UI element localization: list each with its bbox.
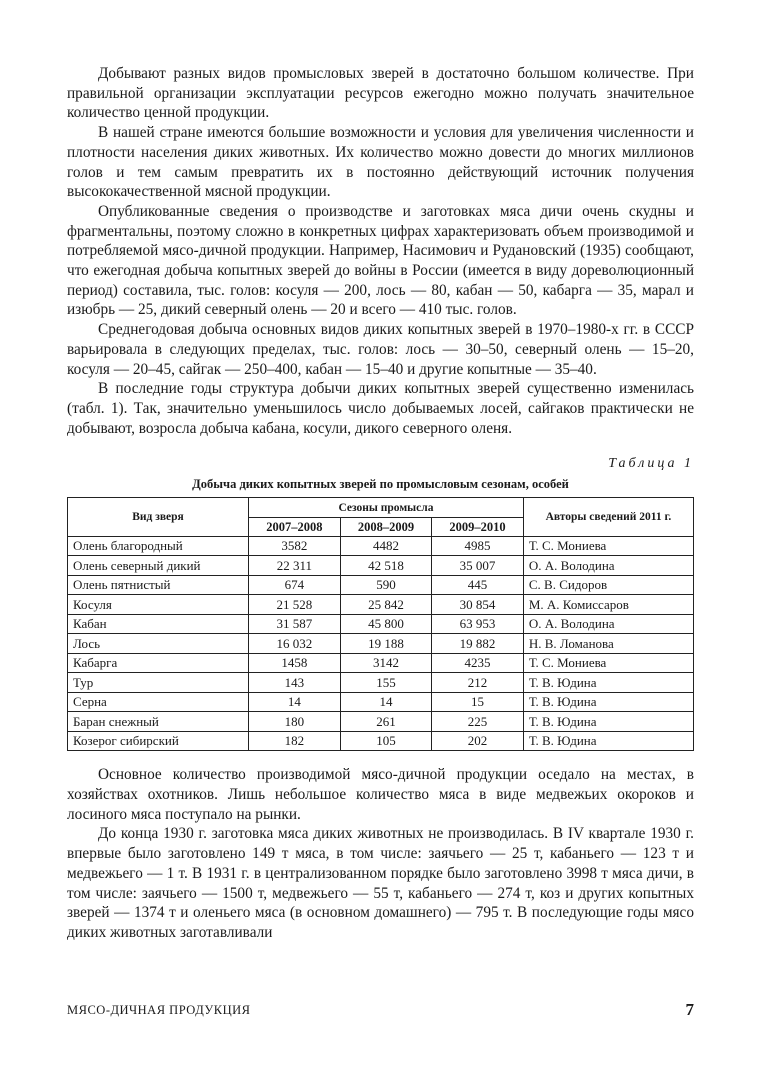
header-authors: Авторы сведений 2011 г. bbox=[523, 498, 693, 537]
author-cell: О. А. Володина bbox=[523, 556, 693, 576]
value-cell: 4235 bbox=[432, 653, 524, 673]
value-cell: 1458 bbox=[249, 653, 341, 673]
value-cell: 42 518 bbox=[340, 556, 432, 576]
value-cell: 45 800 bbox=[340, 614, 432, 634]
species-cell: Кабарга bbox=[68, 653, 249, 673]
species-cell: Тур bbox=[68, 673, 249, 693]
table-label: Таблица 1 bbox=[608, 456, 694, 472]
header-seasons: Сезоны промысла bbox=[249, 498, 524, 518]
table-row bbox=[68, 673, 694, 693]
value-cell: 590 bbox=[340, 575, 432, 595]
value-cell: 155 bbox=[340, 673, 432, 693]
paragraph: В последние годы структура добычи диких копытных зверей существенно изменилась (табл. 1). Так, значительно уменьшилось число добываемых лосей, сайгаков практически не добывают, возросла добыча кабана, косули, дикого северного оленя. bbox=[67, 380, 694, 437]
author-cell: М. А. Комиссаров bbox=[523, 595, 693, 615]
header-year: 2009–2010 bbox=[432, 517, 524, 536]
author-cell: Н. В. Ломанова bbox=[523, 634, 693, 654]
value-cell: 22 311 bbox=[249, 556, 341, 576]
value-cell: 63 953 bbox=[432, 614, 524, 634]
value-cell: 182 bbox=[249, 731, 341, 751]
header-year: 2008–2009 bbox=[340, 517, 432, 536]
value-cell: 225 bbox=[432, 712, 524, 732]
page-footer bbox=[67, 1001, 694, 1021]
species-cell: Лось bbox=[68, 634, 249, 654]
header-species: Вид зверя bbox=[68, 498, 249, 537]
table-row bbox=[68, 614, 694, 634]
value-cell: 143 bbox=[249, 673, 341, 693]
species-cell: Козерог сибирский bbox=[68, 731, 249, 751]
header-year: 2007–2008 bbox=[249, 517, 341, 536]
value-cell: 14 bbox=[340, 692, 432, 712]
author-cell: С. В. Сидоров bbox=[523, 575, 693, 595]
table-row bbox=[68, 653, 694, 673]
species-cell: Олень благородный bbox=[68, 536, 249, 556]
author-cell: Т. С. Мониева bbox=[523, 536, 693, 556]
value-cell: 19 188 bbox=[340, 634, 432, 654]
value-cell: 4985 bbox=[432, 536, 524, 556]
author-cell: Т. С. Мониева bbox=[523, 653, 693, 673]
after-table-text bbox=[67, 765, 694, 942]
value-cell: 674 bbox=[249, 575, 341, 595]
species-cell: Олень северный дикий bbox=[68, 556, 249, 576]
species-cell: Серна bbox=[68, 692, 249, 712]
harvest-table bbox=[67, 497, 694, 751]
table-row bbox=[68, 595, 694, 615]
value-cell: 21 528 bbox=[249, 595, 341, 615]
value-cell: 15 bbox=[432, 692, 524, 712]
value-cell: 35 007 bbox=[432, 556, 524, 576]
species-cell: Олень пятнистый bbox=[68, 575, 249, 595]
value-cell: 180 bbox=[249, 712, 341, 732]
author-cell: Т. В. Юдина bbox=[523, 673, 693, 693]
species-cell: Баран снежный bbox=[68, 712, 249, 732]
author-cell: О. А. Володина bbox=[523, 614, 693, 634]
value-cell: 31 587 bbox=[249, 614, 341, 634]
page-number: 7 bbox=[685, 1000, 694, 1019]
table-row bbox=[68, 575, 694, 595]
value-cell: 212 bbox=[432, 673, 524, 693]
value-cell: 261 bbox=[340, 712, 432, 732]
table-row bbox=[68, 634, 694, 654]
value-cell: 16 032 bbox=[249, 634, 341, 654]
paragraph: Опубликованные сведения о производстве и заготовках мяса дичи очень скудны и фрагментальны, поэтому сложно в конкретных цифрах характеризовать объем производимой и потребляемой мясо-дичной продукции. Например, Насимович и Рудановский (1935) сообщают, что ежегодная добыча копытных зверей до войны в России (имеется в виду дореволюционный период) составила, тыс. голов: косуля — 200, лось — 80, кабан — 50, кабарга — 35, марал и изюбрь — 25, дикий северный олень — 20 и всего — 410 тыс. голов. bbox=[67, 202, 694, 319]
paragraph: Добывают разных видов промысловых зверей в достаточно большом количестве. При правильной организации эксплуатации ресурсов ежегодно можно получать значительное количество ценной продукции. bbox=[67, 65, 694, 122]
species-cell: Кабан bbox=[68, 614, 249, 634]
paragraph: Основное количество производимой мясо-дичной продукции оседало на местах, в хозяйствах охотников. Лишь небольшое количество мяса в виде медвежьих окороков и лосиного мяса поступало на рынки. bbox=[67, 766, 694, 823]
paragraph: В нашей стране имеются большие возможности и условия для увеличения численности и плотности населения диких животных. Их количество можно довести до многих миллионов голов и тем самым превратить их в постоянно действующий источник получения высококачественной мясной продукции. bbox=[67, 124, 694, 201]
value-cell: 19 882 bbox=[432, 634, 524, 654]
table-row bbox=[68, 731, 694, 751]
value-cell: 3142 bbox=[340, 653, 432, 673]
species-cell: Косуля bbox=[68, 595, 249, 615]
value-cell: 3582 bbox=[249, 536, 341, 556]
value-cell: 30 854 bbox=[432, 595, 524, 615]
table-row bbox=[68, 556, 694, 576]
value-cell: 105 bbox=[340, 731, 432, 751]
table-row bbox=[68, 692, 694, 712]
author-cell: Т. В. Юдина bbox=[523, 712, 693, 732]
value-cell: 202 bbox=[432, 731, 524, 751]
table-row bbox=[68, 712, 694, 732]
value-cell: 445 bbox=[432, 575, 524, 595]
page-body bbox=[67, 64, 694, 943]
paragraph: Среднегодовая добыча основных видов диких копытных зверей в 1970–1980-х гг. в СССР варьировала в следующих пределах, тыс. голов: лось — 30–50, северный олень — 15–20, косуля — 20–45, сайгак — 250–400, кабан — 15–40 и другие копытные — 35–40. bbox=[67, 321, 694, 378]
value-cell: 14 bbox=[249, 692, 341, 712]
value-cell: 4482 bbox=[340, 536, 432, 556]
author-cell: Т. В. Юдина bbox=[523, 692, 693, 712]
paragraph: До конца 1930 г. заготовка мяса диких животных не производилась. В IV квартале 1930 г. впервые было заготовлено 149 т мяса, в том числе: заячьего — 25 т, кабаньего — 123 т и медвежьего — 1 т. В 1931 г. в централизованном порядке было заготовлено 3998 т мяса дичи, в том числе: заячьего — 1500 т, медвежьего — 55 т, кабаньего — 274 т, коз и других копытных зверей — 1374 т и оленьего мяса (в основном домашнего) — 795 т. В последующие годы мясо диких животных заготавливали bbox=[67, 825, 694, 941]
running-title: МЯСО-ДИЧНАЯ ПРОДУКЦИЯ bbox=[67, 1003, 251, 1017]
table-row bbox=[68, 536, 694, 556]
value-cell: 25 842 bbox=[340, 595, 432, 615]
table-caption: Добыча диких копытных зверей по промысловым сезонам, особей bbox=[192, 477, 569, 492]
author-cell: Т. В. Юдина bbox=[523, 731, 693, 751]
